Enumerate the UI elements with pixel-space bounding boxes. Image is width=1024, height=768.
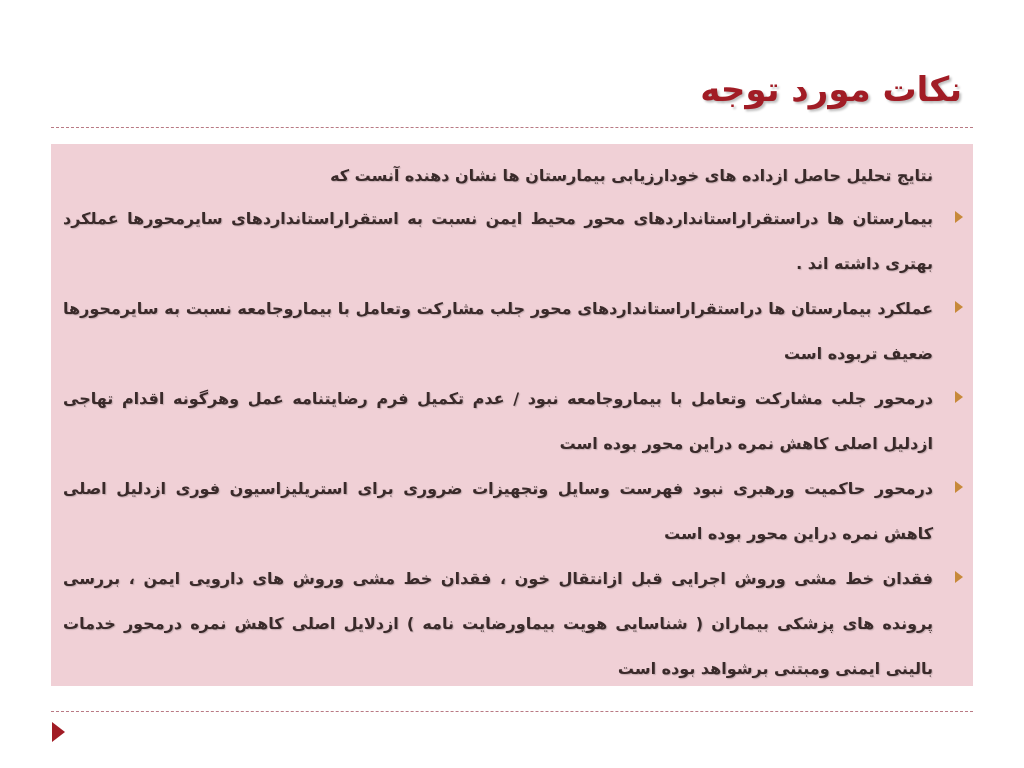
bullet-arrow-icon [955, 391, 963, 403]
bullet-text: بیمارستان ها دراستقراراستانداردهای محور محیط ایمن نسبت به استقراراستانداردهای سایرمحورها عملکرد بهتری داشته اند . [63, 209, 933, 273]
title-divider [51, 127, 973, 128]
bullet-arrow-icon [955, 571, 963, 583]
footer-divider [51, 711, 973, 712]
bullet-text: فقدان خط مشی وروش اجرایی قبل ازانتقال خون ، فقدان خط مشی وروش های دارویی ایمن ، بررسی پرونده های پزشکی بیماران ( شناسایی هویت بیماورضایت نامه ) ازدلایل اصلی کاهش نمره درمحور خدمات بالینی ایمنی ومبتنی برشواهد بوده است [63, 569, 933, 678]
bullet-arrow-icon [955, 211, 963, 223]
bullet-arrow-icon [955, 301, 963, 313]
list-item [63, 556, 933, 691]
intro-text: نتایج تحلیل حاصل ازداده های خودارزیابی بیمارستان ها نشان دهنده آنست که [330, 166, 933, 185]
next-slide-arrow-icon[interactable] [52, 722, 65, 742]
bullet-list [63, 196, 933, 691]
list-item [63, 376, 933, 466]
list-item [63, 466, 933, 556]
bullet-text: درمحور حاکمیت ورهبری نبود فهرست وسایل وتجهیزات ضروری برای استریلیزاسیون فوری ازدلیل اصلی کاهش نمره دراین محور بوده است [63, 479, 933, 543]
slide-title: نکات مورد توجه [700, 70, 962, 110]
bullet-text: عملکرد بیمارستان ها دراستقراراستانداردهای محور جلب مشارکت وتعامل با بیماروجامعه نسبت به سایرمحورها ضعیف تربوده است [63, 299, 933, 363]
bullet-arrow-icon [955, 481, 963, 493]
list-item [63, 286, 933, 376]
list-item [63, 196, 933, 286]
bullet-text: درمحور جلب مشارکت وتعامل با بیماروجامعه نبود / عدم تکمیل فرم رضایتنامه عمل وهرگونه اقدام تهاجی ازدلیل اصلی کاهش نمره دراین محور بوده است [63, 389, 933, 453]
content-box [51, 144, 973, 686]
